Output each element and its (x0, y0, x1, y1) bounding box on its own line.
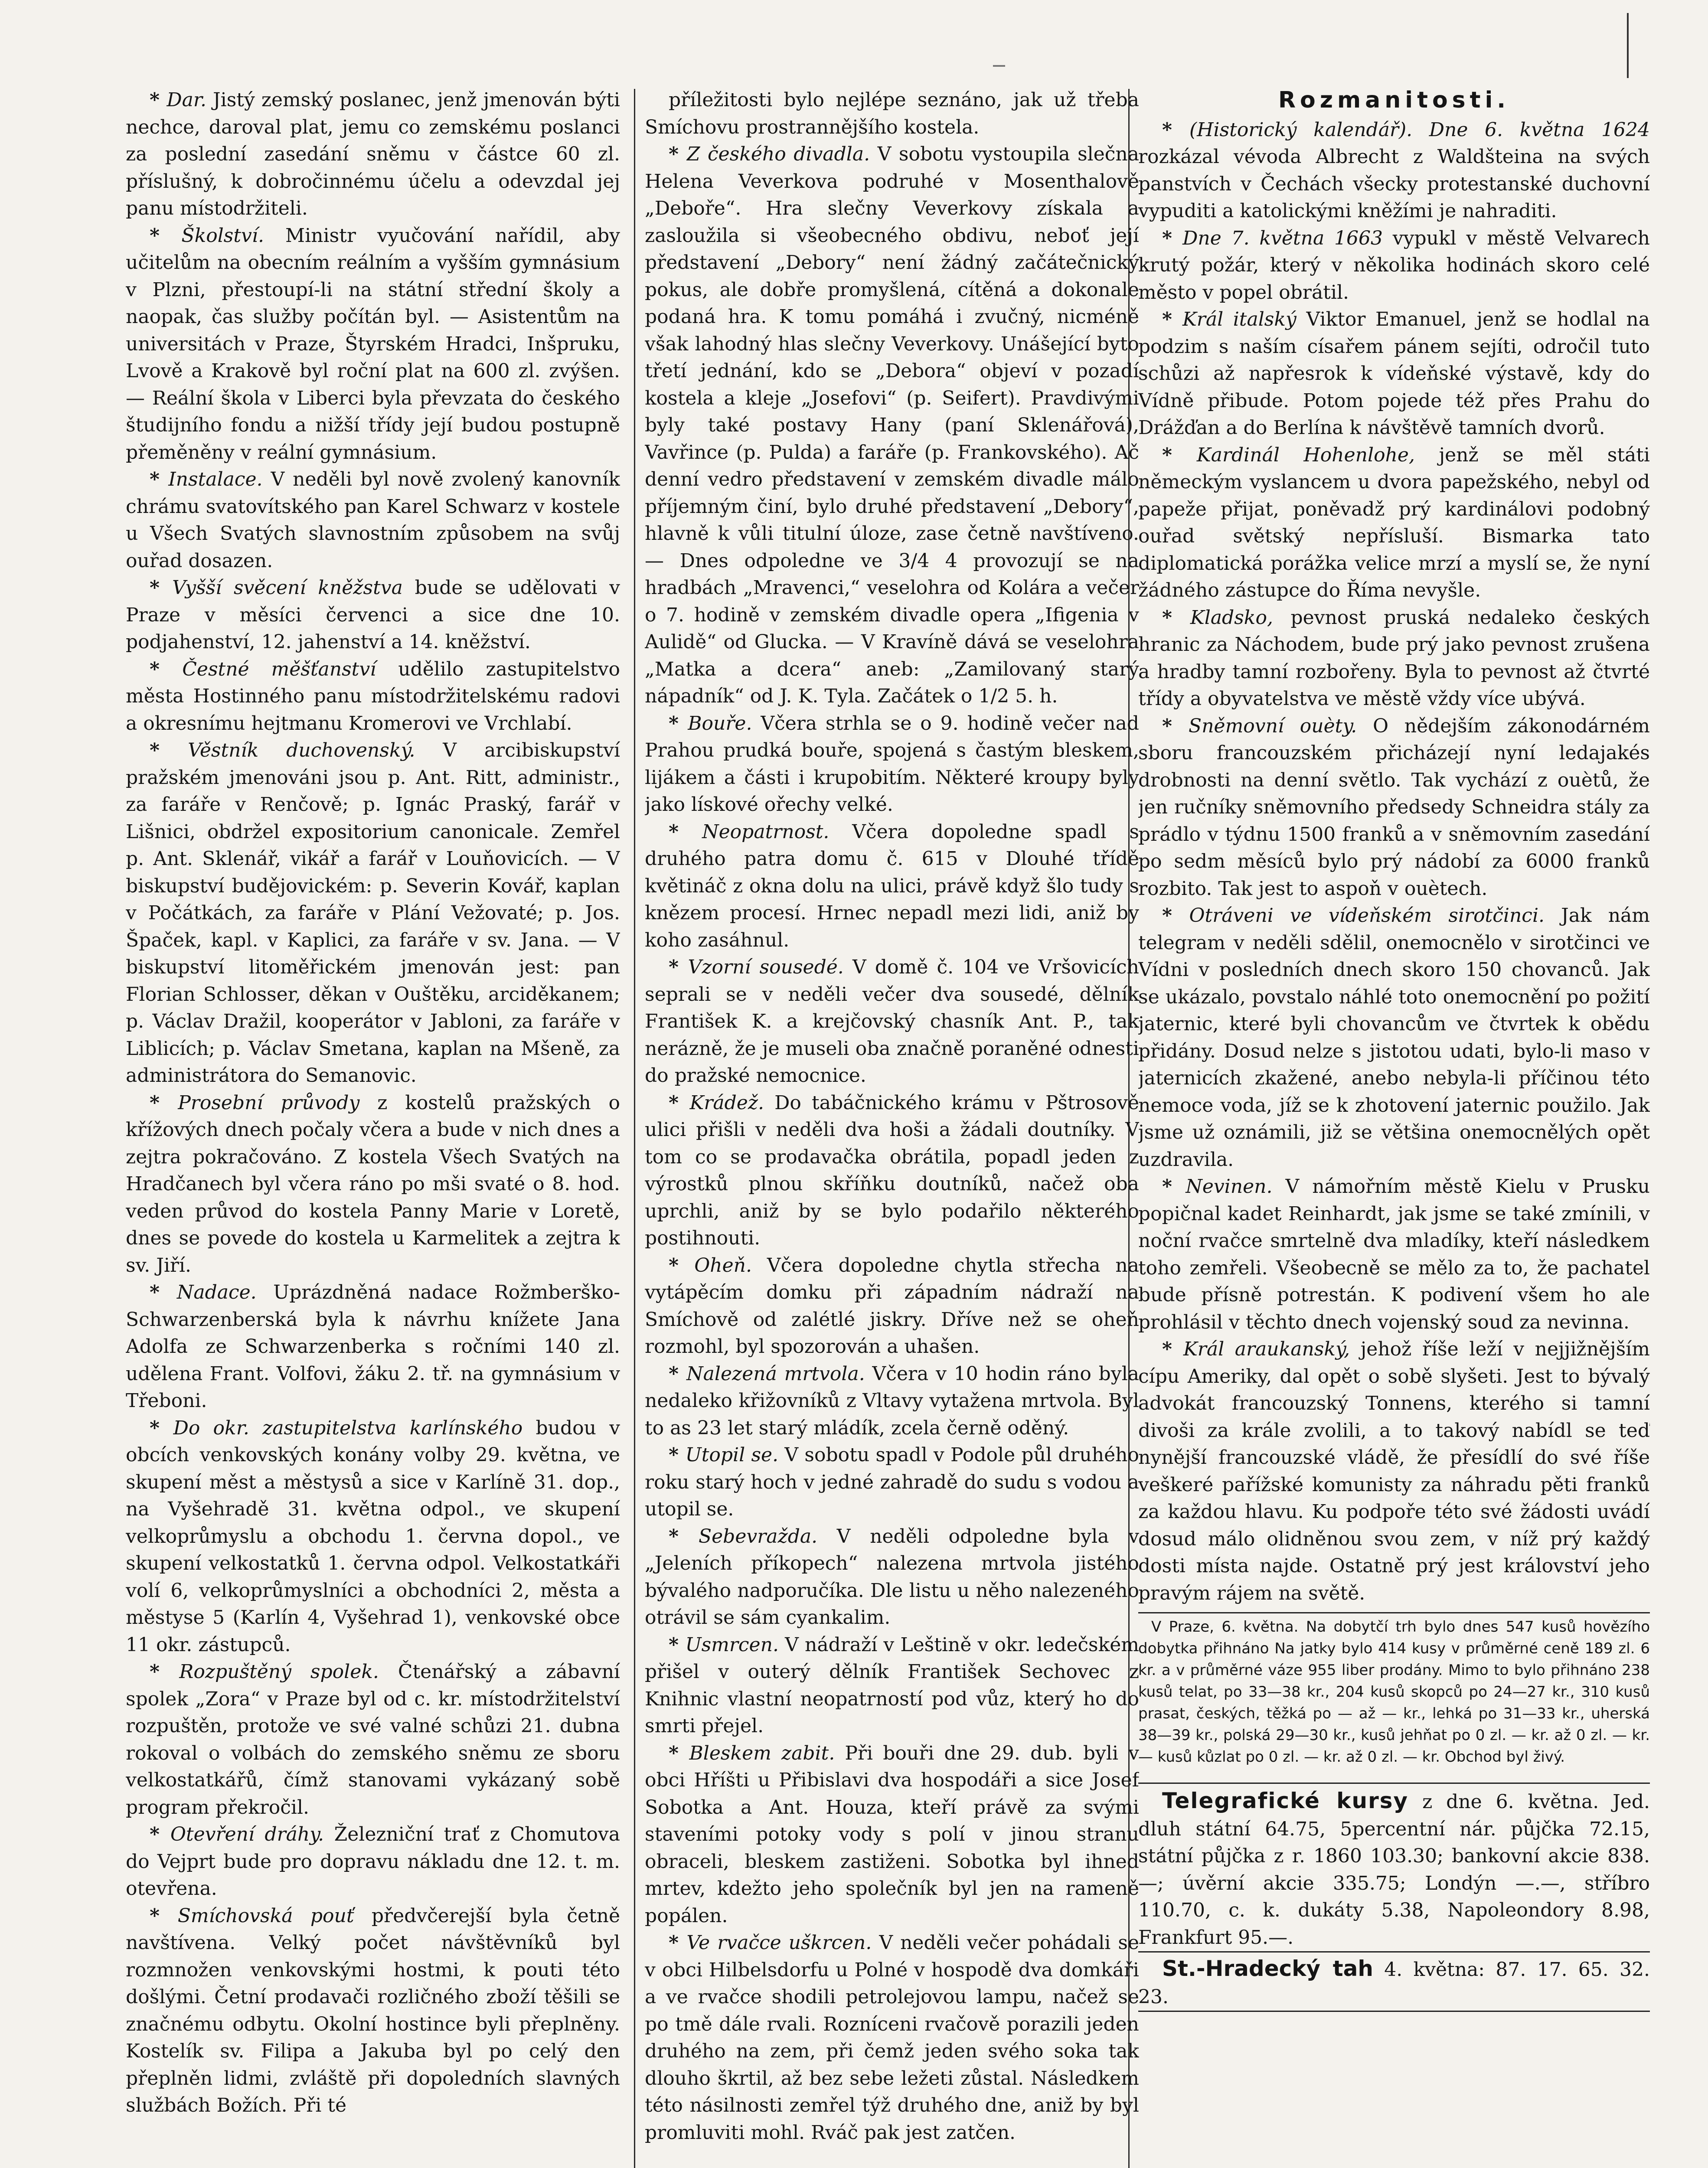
news-item (1138, 713, 1650, 903)
bullet-star: * (150, 1661, 180, 1683)
bullet-star: * (1162, 1338, 1183, 1360)
lottery-numbers: 4. května: 87. 17. 65. 32. 23. (1138, 1959, 1650, 2008)
lottery-title: St.-Hradecký tah (1162, 1956, 1373, 1981)
news-item (1138, 225, 1650, 307)
bullet-star: * (669, 1525, 699, 1548)
news-item (1138, 1173, 1650, 1336)
page-mark (993, 65, 1005, 67)
news-item (645, 1361, 1139, 1442)
news-item-text: jehož říše leží v nejjižnějším cípu Ameriky, dal opět o sobě slyšeti. Jest to bývalý advokát francouzský Tonnens, kterého si tamní divoši za krále zvolili, a to takový nabídl se teď nynější francouzské vládě, že přesídlí do své říše veškeré pařížské komunisty za náhradu pěti franků za každou hlavu. Ku podpoře této své žádosti uvádí dosud málo olidněnou svou zem, v níž prý každý dosti místa najde. Ostatně prý jest království jeho pravým rájem na světě. (1138, 1338, 1650, 1604)
bullet-star: * (150, 1823, 170, 1845)
bullet-star: * (669, 143, 687, 165)
bullet-star: * (150, 224, 182, 247)
news-item-title: Oheň. (694, 1254, 752, 1277)
miscellany-articles (1138, 117, 1650, 1607)
news-item-text: Včera dopoledne chytla střecha na vytápěcím domku při západním nádraží na Smíchově od zalétlé jiskry. Dříve než se oheň rozmohl, byl spozorován a uhašen. (645, 1254, 1139, 1358)
news-item-text: Jistý zemský poslanec, jenž jmenován býti nechce, daroval plat, jemu co zemskému poslanci za poslední zasedání sněmu v částce 60 zl. příslušný, k dobročinnému účelu a odevzdal jej panu místodržiteli. (126, 89, 620, 219)
news-item (645, 819, 1139, 954)
news-item-text: Železniční trať z Chomutova do Vejprt bude pro dopravu nákladu dne 12. t. m. otevřena. (126, 1823, 620, 1900)
news-item-title: Krádež. (689, 1091, 764, 1114)
bullet-star: * (669, 1091, 690, 1114)
news-item (126, 737, 620, 1090)
news-item-title: Kladsko, (1190, 606, 1273, 629)
section-heading: Rozmanitosti. (1278, 87, 1510, 113)
news-item (126, 466, 620, 575)
news-item (645, 710, 1139, 819)
bullet-star: * (150, 1091, 178, 1114)
news-item (645, 1740, 1139, 1930)
news-item (126, 1821, 620, 1903)
news-item-text: Čtenářský a zábavní spolek „Zora“ v Praze byl od c. kr. místodržitelství rozpuštěn, protože ve své valné schůzi 21. dubna rokoval o volbách do zemského sněmu ze sboru velkostatkářů, čímž stanovami vykázaný sobě program překročil. (126, 1661, 620, 1819)
bullet-star: * (669, 712, 688, 735)
news-item-text: Ministr vyučování nařídil, aby učitelům na obecním reálním a vyšším gymnásium v Plzni, přestoupí-li na státní střední školy a naopak, čas služby počítán byl. — Asistentům na universitách v Praze, Štyrském Hradci, Inšpruku, Lvově a Krakově byl roční plat na 600 zl. zvýšen. — Reální škola v Liberci byla převzata do českého študijního fondu a nižší třídy její budou postupně přeměněny v reální gymnásium. (126, 224, 620, 464)
news-item (1138, 1336, 1650, 1607)
news-item (645, 1090, 1139, 1252)
news-item-text: jenž se měl státi německým vyslancem u dvora papežského, nebyl od papeže přijat, poněvadž prý kardinálovi podobný ouřad světský nepřísluší. Bismarka tato diplomatická porážka velice mrzí a myslí se, že nyní žádného zástupce do Říma nevyšle. (1138, 444, 1650, 601)
news-item (1138, 604, 1650, 713)
news-item (645, 1632, 1139, 1740)
bullet-star: * (150, 1417, 173, 1439)
bullet-star: * (1162, 118, 1189, 141)
news-item-title: Nevinen. (1185, 1175, 1273, 1198)
news-item (645, 1930, 1139, 2146)
news-item-title: Dne 7. května 1663 (1182, 227, 1383, 249)
bullet-star: * (669, 1444, 686, 1466)
edge-rule (1627, 13, 1629, 78)
bullet-star: * (1162, 715, 1189, 737)
news-item-text: Při bouři dne 29. dub. byli v obci Hříšti u Přibislavi dva hospodáři a sice Josef Sobotka a Ant. Houza, kteří právě za svými staveními potoky vody s polí v jinou stranu obraceli, bleskem zastiženi. Sobotka byl ihned mrtev, kdežto jeho společník byl jen na rameně popálen. (645, 1742, 1139, 1927)
bullet-star: * (669, 1362, 687, 1385)
news-item-title: Sebevražda. (699, 1525, 818, 1548)
news-item-text: Do tabáčnického krámu v Pštrosově ulici přišli v neděli dva hoši a žádali doutníky. V tom co se prodavačka obrátila, popadl jeden z výrostků plnou skříňku doutníků, načež oba uprchli, aniž by se bylo podařilo některého postihnouti. (645, 1091, 1139, 1249)
bullet-star: * (150, 89, 167, 111)
news-item-text: O nědejším zákonodárném sboru francouzském přicházejí nyní ledajakés drobnosti na denní světlo. Tak vychází z ouètů, že jen ručníky sněmovního předsedy Schneidra stály za prádlo v týdnu 1500 franků a v sněmovním zasedání po sedm měsíců bylo prý nádobí za 6000 franků rozbito. Tak jest to aspoň v ouètech. (1138, 715, 1650, 900)
column-1 (126, 87, 620, 2168)
news-item-text: předvčerejší byla četně navštívena. Velký počet návštěvníků byl rozmnožen venkovskými hostmi, k pouti této došlými. Četní prodavači rozličného zboží těšili se značnému odbytu. Okolní hostince byli přeplněny. Kostelík sv. Filipa a Jakuba byl po celý den přeplněn lidmi, zvláště při dopoledních slavných službách Božích. Při té (126, 1904, 620, 2116)
news-item (645, 87, 1139, 141)
news-item (126, 1659, 620, 1821)
lottery-draw (1138, 1951, 1650, 2012)
bullet-star: * (1162, 308, 1182, 330)
news-item-title: Instalace. (168, 468, 263, 490)
news-item-title: Rozpuštěný spolek. (179, 1661, 379, 1683)
news-item-text: Včera dopoledne spadl s druhého patra domu č. 615 v Dlouhé třídě květináč z okna dolu na ulici, právě když šlo tudy s knězem procesí. Hrnec nepadl mezi lidi, aniž by koho zasáhnul. (645, 820, 1139, 951)
news-item-text: pevnost pruská nedaleko českých hranic za Náchodem, bude prý jako pevnost zrušena a hradby tamní rozbořeny. Byla to pevnost až čtvrté třídy a obyvatelstva ve městě vždy více ubývá. (1138, 606, 1650, 710)
news-item-text: udělilo zastupitelstvo města Hostinného panu místodržitelskému radovi a okresnímu hejtmanu Kromerovi ve Vrchlabí. (126, 658, 620, 735)
news-item-title: Král araukanský, (1183, 1338, 1350, 1360)
news-item-title: Bleskem zabit. (689, 1742, 835, 1764)
news-item-title: Nadace. (176, 1281, 257, 1303)
news-item-title: Vzorní sousedé. (688, 956, 844, 978)
bullet-star: * (669, 1932, 687, 1954)
bullet-star: * (150, 1904, 178, 1927)
news-item-title: Z českého divadla. (686, 143, 870, 165)
telegraph-rates (1138, 1783, 1650, 1951)
news-item-text: Viktor Emanuel, jenž se hodlal na podzim s naším císařem pánem sejíti, odročil tuto schůzi až napřesrok k vídeňské výstavě, kdy do Vídně přibude. Potom pojede též přes Prahu do Drážďan a do Berlína k návštěvě tamních dvorů. (1138, 308, 1650, 439)
news-item-title: Otevření dráhy. (170, 1823, 324, 1845)
bullet-star: * (1162, 1175, 1186, 1198)
news-item (645, 1523, 1139, 1632)
news-item-title: Bouře. (688, 712, 752, 735)
news-item-title: Sněmovní ouèty. (1189, 715, 1357, 737)
news-item-text: bude se udělovati v Praze v měsíci červenci a sice dne 10. podjahenství, 12. jahenství a 14. kněžství. (126, 577, 620, 653)
news-item-text: V neděli večer pohádali se v obci Hilbelsdorfu u Polné v hospodě dva domkáři a ve rvačce shodili petrolejovou lampu, načež se po tmě dále rvali. Rozníceni rvačově porazili jeden druhého na zem, při čemž jeden svého soka tak dlouho škrtil, až bez sebe ležeti zůstal. Následkem této násilnosti zemřel týž druhého dne, aniž by byl promluviti mohl. Rváč pak jest zatčen. (645, 1932, 1139, 2144)
news-item-text: příležitosti bylo nejlépe seznáno, jak už třeba Smíchovu prostrannějšího kostela. (645, 89, 1139, 138)
news-item-title: Neopatrnost. (702, 820, 830, 843)
news-item-title: Utopil se. (685, 1444, 779, 1466)
news-item (126, 1903, 620, 2119)
news-item-title: Smíchovská pouť (177, 1904, 354, 1927)
news-item (645, 1442, 1139, 1523)
news-item-text: z kostelů pražských o křížových dnech počaly včera a bude v nich dnes a zejtra pokračováno. Z kostela Všech Svatých na Hradčanech byl včera ráno po mši svaté o 8. hod. veden průvod do kostela Panny Marie v Loretě, dnes se povede do kostela u Karmelitek a zejtra k sv. Jiří. (126, 1091, 620, 1277)
news-item (126, 1090, 620, 1280)
news-item-text: Včera strhla se o 9. hodině večer nad Prahou prudká bouře, spojená s častým bleskem, lijákem a části i krupobitím. Některé kroupy byly jako lískové ořechy velké. (645, 712, 1139, 816)
news-item-text: Jak nám telegram v neděli sdělil, onemocnělo v sirotčinci ve Vídni v posledních dnech skoro 150 chovanců. Jak se ukázalo, povstalo náhlé toto onemocnění po požití jaternic, které byli chovancům ve čtvrtek k obědu přidány. Dosud nelze s jistotou udati, bylo-li maso v jaternicích zkažené, anebo nebyla-li příčinou této nemoce voda, jíž se k zhotovení jaternic použilo. Jak jsme už oznámili, již se většina onemocnělých opět uzdravila. (1138, 904, 1650, 1171)
news-item (126, 222, 620, 467)
news-item-text: budou v obcích venkovských konány volby 29. května, ve skupení měst a městysů a sice v Karlíně 31. dop., na Vyšehradě 31. května odpol., ve skupení velkoprůmyslu a obchodu 1. června dopol., ve skupení velkostatků 1. června odpol. Velkostatkáři volí 6, velkoprůmyslníci a obchodníci 2, města a městyse 5 (Karlín 4, Vyšehrad 1), venkovské obce 11 okr. zástupců. (126, 1417, 620, 1656)
news-item-title: Král italský (1182, 308, 1297, 330)
bullet-star: * (1162, 444, 1197, 466)
telegraph-text: z dne 6. května. Jed. dluh státní 64.75, 5percentní nár. půjčka 72.15, státní půjčka z r. 1860 103.30; bankovní akcie 838.—; úvěrní akcie 335.75; Londýn —.—, stříbro 110.70, c. k. dukáty 5.38, Napoleondory 8.98, Frankfurt 95.—. (1138, 1791, 1650, 1949)
bullet-star: * (1162, 227, 1183, 249)
bullet-star: * (1162, 904, 1189, 927)
column-3 (1138, 87, 1650, 2168)
news-item (126, 575, 620, 656)
bullet-star: * (150, 577, 173, 599)
bullet-star: * (1162, 606, 1190, 629)
column-2 (645, 87, 1139, 2168)
news-item-title: Nalezená mrtvola. (686, 1362, 865, 1385)
news-item-title: Vyšší svěcení kněžstva (172, 577, 403, 599)
bullet-star: * (669, 820, 702, 843)
cattle-market-report: V Praze, 6. května. Na dobytčí trh bylo dnes 547 kusů hovězího dobytka přihnáno Na jatky bylo 414 kusy v průměrné ceně 189 zl. 6 kr. a v průměrné váze 955 liber prodány. Mimo to bylo přihnáno 238 kusů telat, po 33—38 kr., 204 kusů skopců po 24—27 kr., 310 kusů prasat, českých, těžká po — až — kr., lehká po 31—33 kr., uherská 38—39 kr., polská 29—30 kr., kusů jehňat po 0 zl. — kr. až 0 zl. — kr. — kusů kůzlat po 0 zl. — kr. až 0 zl. — kr. Obchod byl živý. (1138, 1612, 1650, 1768)
news-item (126, 87, 620, 222)
news-item-text: V neděli odpoledne byla v „Jeleních příkopech“ nalezena mrtvola jistého bývalého nadporučíka. Dle listu u něho nalezeného otrávil se sám cyankalim. (645, 1525, 1139, 1629)
news-item-text: V domě č. 104 ve Vršovicích seprali se v neděli večer dva sousedé, dělník František K. a krejčovský chasník Ant. P., tak nerázně, že je museli oba značně poraněné odnesti do pražské nemocnice. (645, 956, 1139, 1087)
news-item-text: V námořním městě Kielu v Prusku popičnal kadet Reinhardt, jak jsme se také zmínili, v noční rvačce smrtelně dva mladíky, kteří následkem toho zemřeli. Všeobecně se mělo za to, že pachatel bude přísně potrestán. K podivení všem ho ale prohlásil v těchto dnech vojenský soud za nevinna. (1138, 1175, 1650, 1333)
bullet-star: * (669, 1742, 689, 1764)
news-item-title: Kardinál Hohenlohe, (1196, 444, 1415, 466)
bullet-star: * (150, 658, 183, 680)
news-item-title: (Historický kalendář). Dne 6. května 1624 (1189, 118, 1650, 141)
news-item-title: Do okr. zastupitelstva karlínského (173, 1417, 523, 1439)
news-item-title: Školství. (181, 224, 264, 247)
news-item-text: V arcibiskupství pražském jmenováni jsou p. Ant. Ritt, administr., za faráře v Renčově; p. Ignác Praský, farář v Lišnici, obdržel expositorium canonicale. Zemřel p. Ant. Sklenář, vikář a farář v Louňovicích. — V biskupství budějovickém: p. Severin Kovář, kaplan v Počátkách, za faráře v Plání Vežovaté; p. Jos. Špaček, kapl. v Kaplici, za faráře v sv. Jana. — V biskupství litoměřickém jmenován jest: pan Florian Schlosser, děkan v Ouštěku, arciděkanem; p. Václav Dražil, kooperátor v Jabloni, za faráře v Liblicích; p. Václav Smetana, kaplan na Mšeně, za administrátora do Semanovic. (126, 739, 620, 1087)
news-item-text: rozkázal vévoda Albrecht z Waldšteina na svých panstvích v Čechách všecky protestanské duchovní vypuditi a katolickými kněžími je nahraditi. (1138, 146, 1650, 222)
news-item-text: V sobotu vystoupila slečna Helena Veverkova podruhé v Mosenthalově „Deboře“. Hra slečny Veverkovy získala a zasloužila si všeobecného obdivu, neboť její představení „Debory“ není žádný začátečnický pokus, ale dobře promyšlená, cítěná a dokonale podaná hra. K tomu pomáhá i zvučný, nicméně však lahodný hlas slečny Veverkovy. Unášející byto třetí jednání, kdo se „Debora“ objeví v pozadí kostela a kleje „Josefovi“ (p. Seifert). Pravdivými byly také postavy Hany (paní Sklenářová), Vavřince (p. Pulda) a faráře (p. Frankovského). Ač denní vedro představení v zemském divadle málo příjemným činí, bylo druhé představení „Debory“, hlavně k vůli titulní úloze, zase četně navštíveno. — Dnes odpoledne ve 3/4 4 provozují se na hradbách „Mravenci,“ veselohra od Kolára a večer o 7. hodině v zemském divadle opera „Ifigenia v Aulidě“ od Glucka. — V Kravíně dává se veselohra „Matka a dcera“ aneb: „Zamilovaný starý nápadník“ od J. K. Tyla. Začátek o 1/2 5. h. (645, 143, 1139, 707)
news-item (1138, 117, 1650, 225)
news-item-title: Dar. (167, 89, 207, 111)
news-item (126, 656, 620, 738)
news-item-text: vypukl v městě Velvarech krutý požár, který v několika hodinách skoro celé město v popel obrátil. (1138, 227, 1650, 304)
news-item (1138, 306, 1650, 442)
news-item (1138, 902, 1650, 1173)
news-item (645, 1252, 1139, 1361)
column-rule (634, 89, 635, 2168)
bullet-star: * (669, 956, 688, 978)
telegraph-title: Telegrafické kursy (1162, 1788, 1409, 1813)
bullet-star: * (669, 1633, 686, 1656)
news-item (1138, 442, 1650, 604)
news-item-text: V sobotu spadl v Podole půl druhého roku starý hoch v jedné zahradě do sudu s vodou a utopil se. (645, 1444, 1139, 1520)
news-item-title: Věstník duchovenský. (188, 739, 415, 761)
news-item (645, 954, 1139, 1090)
news-item (126, 1415, 620, 1659)
news-item-title: Ve rvačce uškrcen. (686, 1932, 872, 1954)
bullet-star: * (150, 739, 188, 761)
news-item (126, 1279, 620, 1415)
news-item-title: Čestné měšťanství (182, 658, 376, 680)
news-item-text: Uprázdněná nadace Rožmberško-Schwarzenberská byla k návrhu knížete Jana Adolfa ze Schwarzenberka s ročními 140 zl. udělena Frant. Volfovi, žáku 2. tř. na gymnásium v Třeboni. (126, 1281, 620, 1412)
bullet-star: * (150, 468, 169, 490)
bullet-star: * (150, 1281, 177, 1303)
news-item-title: Prosební průvody (178, 1091, 360, 1114)
news-item (645, 141, 1139, 710)
news-item-title: Otráveni ve vídeňském sirotčinci. (1189, 904, 1545, 927)
bullet-star: * (669, 1254, 695, 1277)
news-item-text: V nádraží v Leštině v okr. ledečském přišel v outerý dělník František Sechovec z Knihnic vlastní neopatrností pod vůz, který ho do smrti přejel. (645, 1633, 1139, 1737)
news-item-text: Včera v 10 hodin ráno byla nedaleko křižovníků z Vltavy vytažena mrtvola. Byl to as 23 let starý mládík, zcela černě oděný. (645, 1362, 1139, 1439)
news-item-text: V neděli byl nově zvolený kanovník chrámu svatovítského pan Karel Schwarz v kostele u Všech Svatých slavnostním způsobem na svůj ouřad dosazen. (126, 468, 620, 572)
news-item-title: Usmrcen. (685, 1633, 779, 1656)
